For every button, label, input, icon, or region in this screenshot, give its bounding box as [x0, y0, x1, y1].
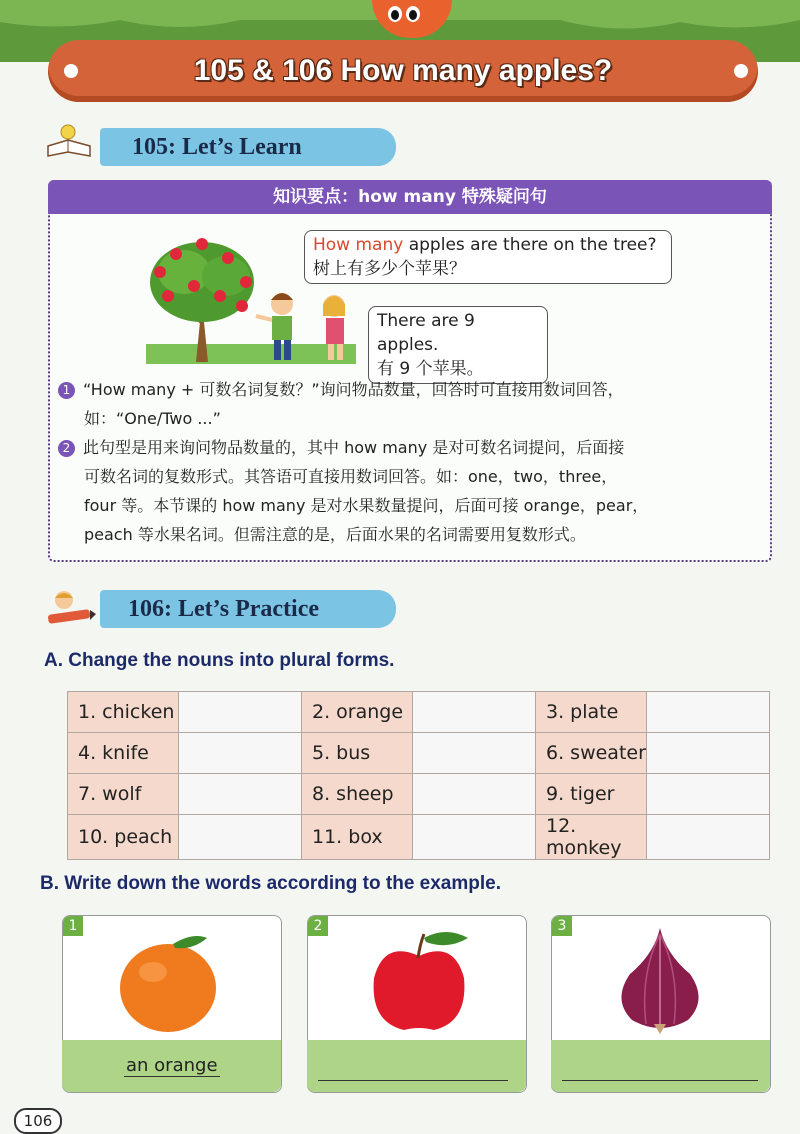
question-highlight: How many: [313, 235, 404, 255]
plural-answer-cell[interactable]: [179, 692, 302, 733]
answer-text: There are 9 apples.: [377, 311, 475, 355]
plural-answer-cell[interactable]: [413, 692, 536, 733]
open-book-icon: [46, 124, 94, 160]
note-2-line-3: four 等。本节课的 how many 是对水果数量提问，后面可接 orange，pear，: [84, 496, 649, 515]
plural-answer-cell[interactable]: [413, 733, 536, 774]
card-3-answer-area: [551, 1040, 770, 1092]
knowledge-header-text: 知识要点：how many 特殊疑问句: [273, 187, 547, 207]
table-row: [68, 774, 770, 815]
card-number-1: 1: [63, 916, 83, 936]
table-row: [68, 692, 770, 733]
table-row: [68, 733, 770, 774]
card-2-answer-line[interactable]: [318, 1080, 508, 1081]
plural-answer-cell[interactable]: [179, 815, 302, 860]
mascot-pupil-right: [409, 10, 417, 20]
table-row: [68, 815, 770, 860]
card-number-2: 2: [308, 916, 328, 936]
card-2-answer-area: [307, 1040, 526, 1092]
apple-image: [364, 926, 474, 1036]
noun-label: 4. knife: [68, 733, 179, 774]
question-translation: 树上有多少个苹果？: [313, 259, 466, 279]
practice-section-title: 106: Let’s Practice: [128, 596, 320, 622]
page-number: 106: [14, 1108, 62, 1134]
noun-label: 8. sheep: [302, 774, 413, 815]
note-2-line-4: peach 等水果名词。但需注意的是，后面水果的名词需要用复数形式。: [84, 525, 586, 544]
question-b: B. Write down the words according to the example.: [40, 873, 501, 894]
grammar-notes: [58, 375, 758, 549]
plural-answer-cell[interactable]: [179, 774, 302, 815]
plural-answer-cell[interactable]: [647, 774, 770, 815]
note-1-line-1: “How many + 可数名词复数？”询问物品数量，回答时可直接用数词回答，: [83, 380, 624, 399]
question-text: apples are there on the tree?: [403, 235, 657, 255]
noun-label: 2. orange: [302, 692, 413, 733]
orange-image: [113, 928, 223, 1032]
note-2-line-1: 此句型是用来询问物品数量的，其中 how many 是对可数名词提问，后面接: [83, 438, 625, 457]
note-1: [58, 375, 758, 404]
plural-answer-cell[interactable]: [179, 733, 302, 774]
noun-label: 3. plate: [536, 692, 647, 733]
plural-answer-cell[interactable]: [413, 815, 536, 860]
noun-label: 7. wolf: [68, 774, 179, 815]
note-2: [58, 433, 758, 462]
plural-answer-cell[interactable]: [647, 815, 770, 860]
mascot-pupil-left: [391, 10, 399, 20]
noun-label: 6. sweater: [536, 733, 647, 774]
noun-label: 12. monkey: [536, 815, 647, 860]
answer-bubble: [368, 306, 548, 384]
plural-answer-cell[interactable]: [647, 733, 770, 774]
question-bubble: [304, 230, 672, 284]
noun-label: 9. tiger: [536, 774, 647, 815]
question-a: A. Change the nouns into plural forms.: [44, 650, 395, 671]
learn-section-title: 105: Let’s Learn: [132, 134, 302, 160]
card-number-3: 3: [552, 916, 572, 936]
note-number-2: 2: [58, 440, 75, 457]
note-1-line-2: 如：“One/Two ...”: [84, 409, 221, 428]
noun-label: 5. bus: [302, 733, 413, 774]
onion-image: [610, 924, 710, 1036]
noun-label: 1. chicken: [68, 692, 179, 733]
page-title: 105 & 106 How many apples?: [193, 54, 613, 87]
answer-translation: 有 9 个苹果。: [377, 359, 484, 379]
plural-answer-cell[interactable]: [413, 774, 536, 815]
noun-label: 11. box: [302, 815, 413, 860]
card-1-answer: an orange: [126, 1055, 218, 1076]
note-2-line-2: 可数名词的复数形式。其答语可直接用数词回答。如：one，two，three，: [84, 467, 618, 486]
plural-answer-cell[interactable]: [647, 692, 770, 733]
note-number-1: 1: [58, 382, 75, 399]
pencil-kid-icon: [44, 588, 96, 626]
plural-nouns-table: [67, 691, 770, 860]
card-3-answer-line[interactable]: [562, 1080, 758, 1081]
noun-label: 10. peach: [68, 815, 179, 860]
